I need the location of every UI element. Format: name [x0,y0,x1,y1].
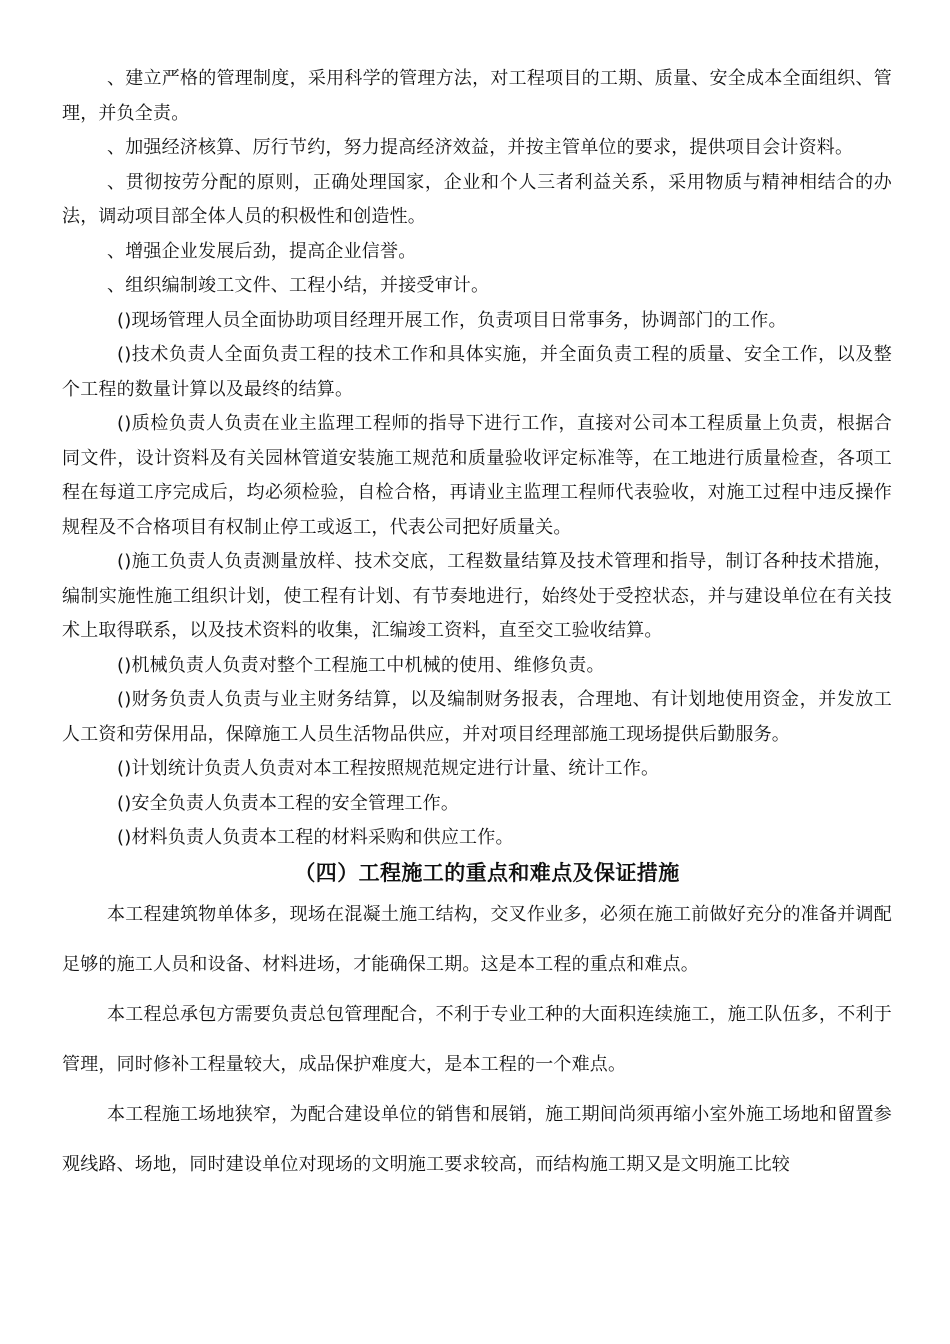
staff-paragraph-finance: ()财务负责人负责与业主财务结算，以及编制财务报表，合理地、有计划地使用资金，并发放工人工资和劳保用品，保障施工人员生活物品供应，并对项目经理部施工现场提供后勤服务。 [62,689,892,745]
staff-paragraph-safety: ()安全负责人负责本工程的安全管理工作。 [117,792,460,814]
section-paragraph-3: 本工程施工场地狭窄，为配合建设单位的销售和展销，施工期间尚须再缩小室外施工场地和留置参观线路、场地，同时建设单位对现场的文明施工要求较高，而结构施工期又是文明施工比较 [62,1103,892,1175]
staff-paragraph-machinery: ()机械负责人负责对整个工程施工中机械的使用、维修负责。 [117,654,605,676]
responsibility-paragraph-2: 、加强经济核算、厉行节约，努力提高经济效益，并按主管单位的要求，提供项目会计资料。 [107,137,854,158]
staff-paragraph-construction: ()施工负责人负责测量放样、技术交底，工程数量结算及技术管理和指导，制订各种技术措施，编制实施性施工组织计划，使工程有计划、有节奏地进行，始终处于受控状态，并与建设单位在有关技术上取得联系，以及技术资料的收集，汇编竣工资料，直至交工验收结算。 [62,551,892,641]
section-paragraph-1: 本工程建筑物单体多，现场在混凝土施工结构，交叉作业多，必须在施工前做好充分的准备并调配足够的施工人员和设备、材料进场，才能确保工期。这是本工程的重点和难点。 [62,903,892,975]
responsibility-paragraph-5: 、组织编制竣工文件、工程小结，并接受审计。 [107,275,490,296]
staff-paragraph-statistics: ()计划统计负责人负责对本工程按照规范规定进行计量、统计工作。 [117,758,660,779]
responsibility-paragraph-3: 、贯彻按劳分配的原则，正确处理国家，企业和个人三者利益关系，采用物质与精神相结合的办法，调动项目部全体人员的积极性和创造性。 [62,171,892,227]
section-paragraph-2: 本工程总承包方需要负责总包管理配合，不利于专业工种的大面积连续施工，施工队伍多，不利于管理，同时修补工程量较大，成品保护难度大，是本工程的一个难点。 [62,1003,892,1075]
document-body [62,62,892,1190]
responsibility-paragraph-1: 、建立严格的管理制度，采用科学的管理方法，对工程项目的工期、质量、安全成本全面组织、管理，并负全责。 [62,68,892,124]
section-heading: （四）工程施工的重点和难点及保证措施 [294,860,680,885]
staff-paragraph-quality: ()质检负责人负责在业主监理工程师的指导下进行工作，直接对公司本工程质量上负责，根据合同文件，设计资料及有关园林管道安装施工规范和质量验收评定标准等，在工地进行质量检查，各项工程在每道工序完成后，均必须检验，自检合格，再请业主监理工程师代表验收，对施工过程中违反操作规程及不合格项目有权制止停工或返工，代表公司把好质量关。 [62,413,892,538]
staff-paragraph-technical: ()技术负责人全面负责工程的技术工作和具体实施，并全面负责工程的质量、安全工作，以及整个工程的数量计算以及最终的结算。 [62,344,892,400]
staff-paragraph-site-management: ()现场管理人员全面协助项目经理开展工作，负责项目日常事务，协调部门的工作。 [117,309,787,331]
staff-paragraph-materials: ()材料负责人负责本工程的材料采购和供应工作。 [117,827,514,848]
responsibility-paragraph-4: 、增强企业发展后劲，提高企业信誉。 [107,240,417,262]
